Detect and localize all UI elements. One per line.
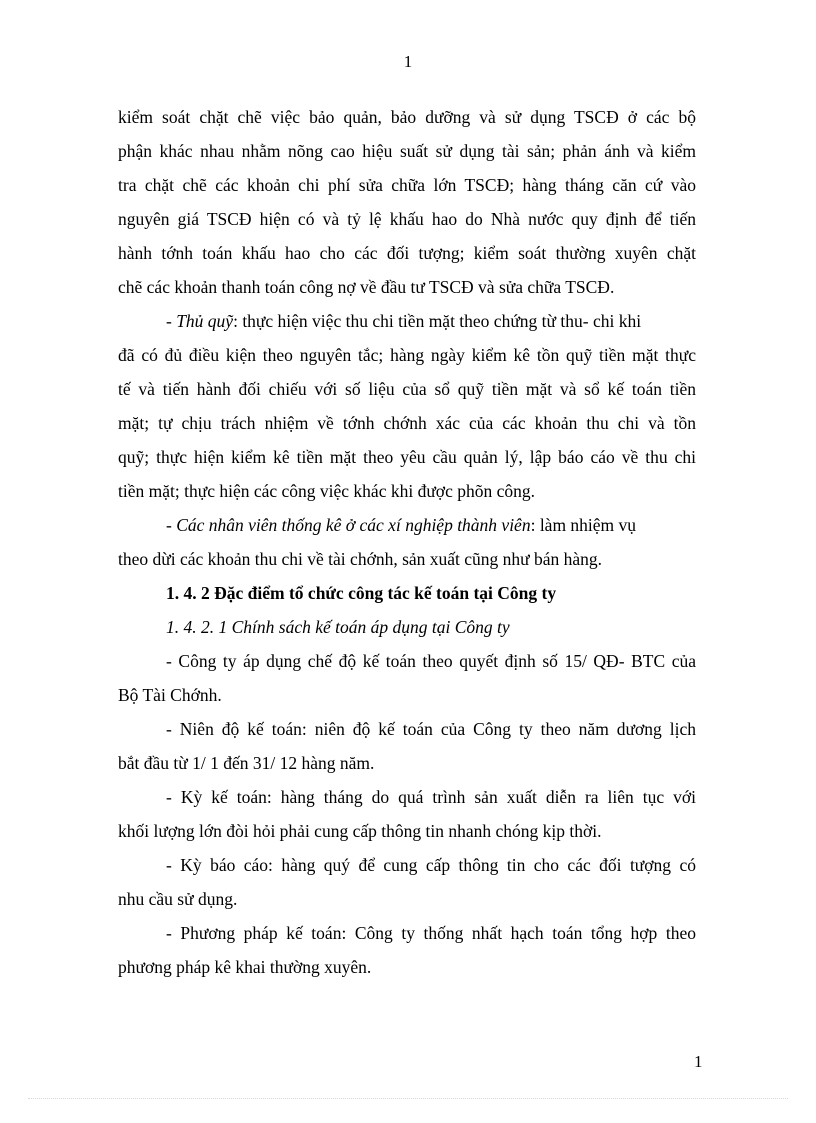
- text-line: mặt; tự chịu trách nhiệm về tớnh chớnh xác của các khoản thu chi và tồn: [118, 413, 696, 433]
- role-title: Các nhân viên thống kê ở các xí nghiệp thành viên: [176, 515, 531, 535]
- text-line: - Phương pháp kế toán: Công ty thống nhất hạch toán tổng hợp theo: [166, 923, 696, 943]
- policy-item: [118, 848, 696, 916]
- paragraph-cashier: [118, 304, 696, 508]
- text-line: [118, 304, 696, 338]
- bullet-dash: -: [166, 515, 177, 535]
- text-line: tra chặt chẽ các khoản chi phí sửa chữa lớn TSCĐ; hàng tháng căn cứ vào: [118, 175, 696, 195]
- text-line: phận khác nhau nhằm nõng cao hiệu suất sử dụng tài sản; phản ánh và kiểm: [118, 141, 696, 161]
- text-line: chẽ các khoản thanh toán công nợ về đầu tư TSCĐ và sửa chữa TSCĐ.: [118, 277, 615, 297]
- text-line: phương pháp kê khai thường xuyên.: [118, 957, 372, 977]
- line-rest: : làm nhiệm vụ: [530, 515, 637, 535]
- text-line: - Kỳ kế toán: hàng tháng do quá trình sản xuất diễn ra liên tục với: [166, 787, 696, 807]
- paragraph-fixed-assets: [118, 100, 696, 304]
- policy-item: [118, 780, 696, 848]
- text-line: theo dừi các khoản thu chi về tài chớnh, sản xuất cũng như bán hàng.: [118, 549, 603, 569]
- policy-item: [118, 916, 696, 984]
- role-title: Thủ quỹ: [176, 311, 234, 331]
- text-line: nguyên giá TSCĐ hiện có và tỷ lệ khấu hao do Nhà nước quy định để tiến: [118, 209, 696, 229]
- text-line: [118, 508, 696, 542]
- policy-item: [118, 644, 696, 712]
- policy-item: [118, 712, 696, 780]
- paragraph-statisticians: [118, 508, 696, 576]
- text-line: tiền mặt; thực hiện các công việc khác khi được phõn công.: [118, 481, 535, 501]
- text-line: nhu cầu sử dụng.: [118, 889, 238, 909]
- page-bottom-divider: [28, 1098, 788, 1099]
- text-line: Bộ Tài Chớnh.: [118, 685, 222, 705]
- line-rest: : thực hiện việc thu chi tiền mặt theo chứng từ thu- chi khi: [233, 311, 642, 331]
- text-line: tế và tiến hành đối chiếu với số liệu của sổ quỹ tiền mặt và sổ kế toán tiền: [118, 379, 696, 399]
- text-line: kiểm soát chặt chẽ việc bảo quản, bảo dưỡng và sử dụng TSCĐ ở các bộ: [118, 107, 696, 127]
- text-line: hành tớnh toán khấu hao cho các đối tượng; kiểm soát thường xuyên chặt: [118, 243, 696, 263]
- text-line: khối lượng lớn đòi hỏi phải cung cấp thông tin nhanh chóng kịp thời.: [118, 821, 602, 841]
- text-line: - Niên độ kế toán: niên độ kế toán của Công ty theo năm dương lịch: [166, 719, 696, 739]
- page-number-top: 1: [403, 52, 413, 71]
- document-body: [118, 100, 696, 984]
- text-line: - Kỳ báo cáo: hàng quý để cung cấp thông tin cho các đối tượng có: [166, 855, 696, 875]
- text-line: quỹ; thực hiện kiểm kê tiền mặt theo yêu cầu quản lý, lập báo cáo về thu chi: [118, 447, 696, 467]
- subsection-heading: 1. 4. 2. 1 Chính sách kế toán áp dụng tại Công ty: [166, 617, 510, 637]
- text-line: bắt đầu từ 1/ 1 đến 31/ 12 hàng năm.: [118, 753, 375, 773]
- bullet-dash: -: [166, 311, 177, 331]
- section-heading: 1. 4. 2 Đặc điểm tổ chức công tác kế toán tại Công ty: [166, 583, 557, 603]
- text-line: đã có đủ điều kiện theo nguyên tắc; hàng ngày kiểm kê tồn quỹ tiền mặt thực: [118, 345, 696, 365]
- text-line: - Công ty áp dụng chế độ kế toán theo quyết định số 15/ QĐ- BTC của: [166, 651, 696, 671]
- page-number-bottom: 1: [694, 1052, 703, 1071]
